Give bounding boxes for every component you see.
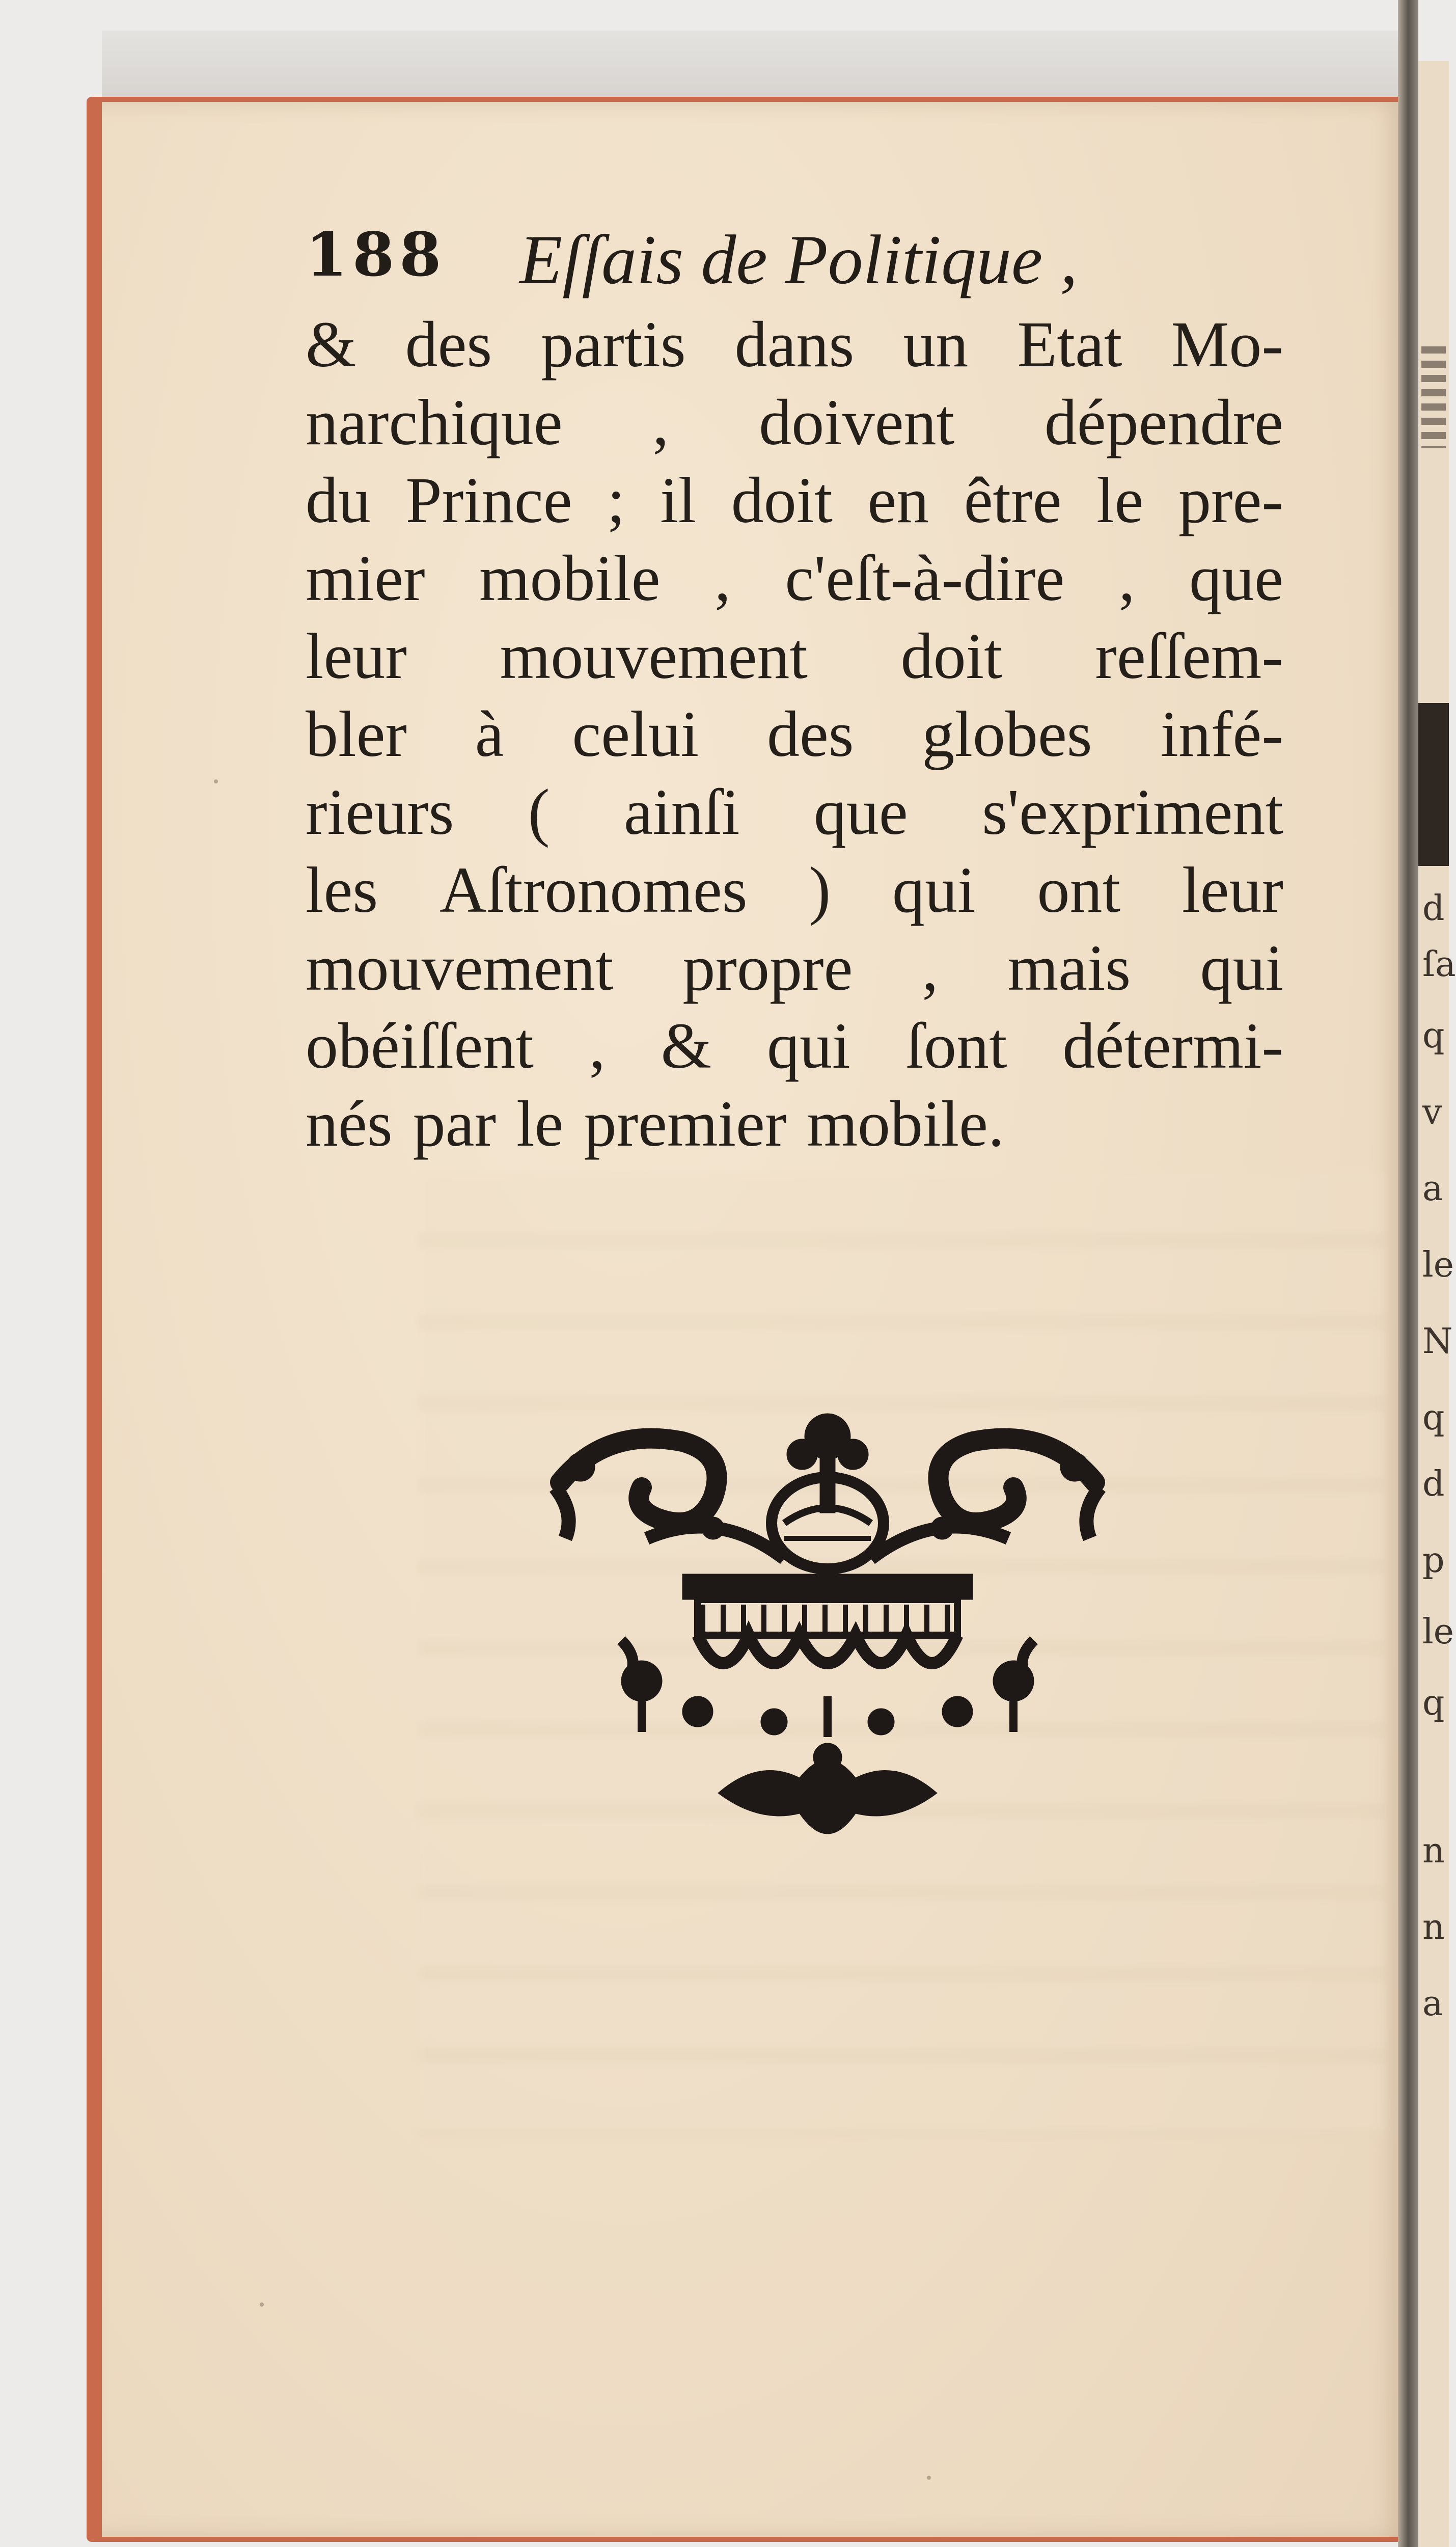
paper-speck — [260, 2302, 264, 2307]
word: ) — [809, 854, 831, 926]
book-top-shadow — [102, 31, 1406, 102]
text-line — [306, 306, 1283, 384]
word: être — [964, 464, 1062, 536]
word: propre — [682, 932, 853, 1004]
facing-page-sliver — [1418, 61, 1456, 2547]
paper-speck — [214, 779, 218, 783]
word: mobile — [479, 542, 661, 614]
word: ainſi — [623, 776, 740, 848]
word: Etat — [1017, 308, 1122, 381]
word: qui — [1200, 932, 1283, 1004]
page-number: 188 — [306, 219, 447, 290]
word: , — [652, 386, 669, 458]
word: doivent — [759, 386, 955, 458]
word: que — [1189, 542, 1283, 614]
word: mobile. — [807, 1088, 1004, 1160]
word: dans — [734, 308, 855, 381]
word: infé- — [1160, 698, 1283, 770]
word: mouvement — [500, 620, 808, 692]
word: doit — [731, 464, 833, 536]
word: mais — [1007, 932, 1131, 1004]
word: , — [589, 1010, 606, 1082]
text-line — [306, 539, 1283, 617]
facing-page-letter: le — [1422, 1245, 1454, 1285]
facing-page-letter: a — [1422, 1984, 1443, 2024]
word: il — [660, 464, 697, 536]
word: ( — [528, 776, 550, 848]
facing-page-letter: v — [1422, 1092, 1442, 1132]
word: premier — [584, 1088, 787, 1160]
text-line — [306, 929, 1283, 1007]
word: narchique — [306, 386, 563, 458]
body-text — [306, 306, 1283, 1163]
word: détermi- — [1062, 1010, 1283, 1082]
text-line — [306, 1007, 1283, 1085]
facing-page-letter: ſa — [1422, 944, 1456, 985]
word: s'expriment — [982, 776, 1283, 848]
word: partis — [541, 308, 686, 381]
word: Aſtronomes — [439, 854, 748, 926]
page-header — [306, 219, 1324, 306]
word: mier — [306, 542, 425, 614]
word: mouvement — [306, 932, 614, 1004]
floral-tailpiece-ornament-icon — [545, 1406, 1110, 1864]
text-line — [306, 851, 1283, 929]
word: leur — [306, 620, 407, 692]
text-line — [306, 617, 1283, 695]
word: un — [903, 308, 969, 381]
word: des — [405, 308, 492, 381]
facing-page-letter: q — [1422, 1016, 1445, 1056]
facing-page-ornament — [1421, 346, 1446, 448]
facing-page-letter: n — [1422, 1831, 1445, 1871]
facing-page-letter: q — [1422, 1683, 1445, 1723]
text-line — [306, 695, 1283, 773]
facing-page-drop-cap — [1418, 703, 1449, 866]
text-line — [306, 462, 1283, 539]
facing-page-letter: d — [1422, 888, 1445, 929]
word: que — [813, 776, 908, 848]
word: Prince — [405, 464, 572, 536]
word: doit — [900, 620, 1002, 692]
facing-page-letter: le — [1422, 1612, 1454, 1652]
word: des — [766, 698, 854, 770]
word: par — [413, 1088, 497, 1160]
word: Mo- — [1171, 308, 1283, 381]
word: & — [661, 1010, 712, 1082]
word: globes — [922, 698, 1092, 770]
word: & — [306, 308, 356, 381]
word: ont — [1037, 854, 1121, 926]
facing-page-letter: a — [1422, 1169, 1443, 1209]
word: qui — [767, 1010, 850, 1082]
word: dépendre — [1044, 386, 1283, 458]
word: le — [1096, 464, 1144, 536]
word: les — [306, 854, 378, 926]
facing-page-letter: N — [1422, 1321, 1453, 1362]
word: reſſem- — [1095, 620, 1283, 692]
text-line — [306, 1085, 1283, 1163]
paper-speck — [927, 2476, 931, 2480]
word: c'eſt-à-dire — [785, 542, 1065, 614]
word: du — [306, 464, 371, 536]
word: qui — [892, 854, 976, 926]
facing-page-letter: d — [1422, 1464, 1445, 1504]
facing-page-letter: n — [1422, 1907, 1445, 1947]
word: celui — [572, 698, 699, 770]
book-gutter — [1398, 0, 1418, 2547]
text-line — [306, 773, 1283, 851]
word: , — [922, 932, 939, 1004]
word: , — [714, 542, 731, 614]
word: ſont — [905, 1010, 1007, 1082]
word: rieurs — [306, 776, 454, 848]
word: pre- — [1178, 464, 1283, 536]
word: leur — [1182, 854, 1283, 926]
word: à — [475, 698, 504, 770]
running-head: Eſſais de Politique , — [519, 221, 1078, 299]
word: ; — [607, 464, 625, 536]
facing-page-letter: p — [1422, 1540, 1445, 1581]
word: en — [867, 464, 929, 536]
word: obéiſſent — [306, 1010, 534, 1082]
word: , — [1118, 542, 1135, 614]
word: nés — [306, 1088, 393, 1160]
facing-page-letter: q — [1422, 1398, 1445, 1438]
word: bler — [306, 698, 407, 770]
text-line — [306, 384, 1283, 462]
word: le — [516, 1088, 564, 1160]
